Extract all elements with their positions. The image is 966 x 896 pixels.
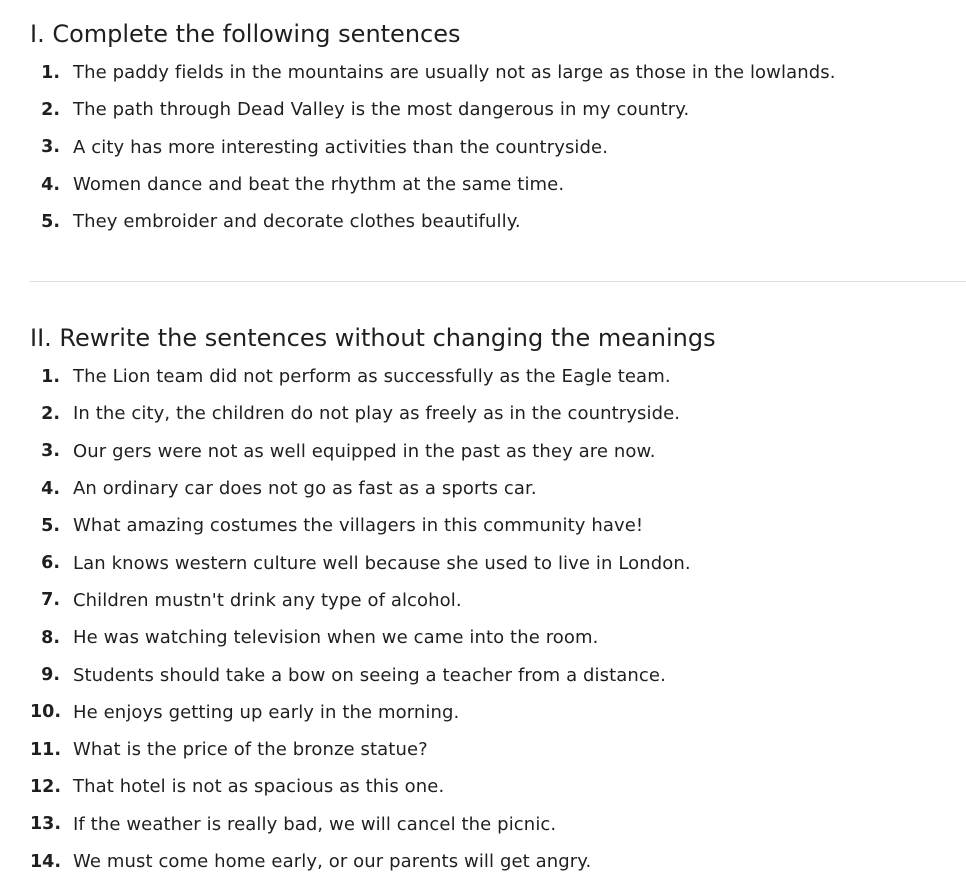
list-item (30, 91, 966, 128)
list-item (30, 582, 966, 619)
list-item (30, 843, 966, 880)
item-number: 3. (41, 441, 60, 462)
item-text: We must come home early, or our parents will get angry. (73, 851, 592, 872)
item-number: 2. (41, 99, 60, 120)
section-rewrite-sentences (30, 322, 966, 880)
list-item (30, 694, 966, 731)
item-number: 6. (41, 553, 60, 574)
list-item (30, 54, 966, 91)
item-number: 2. (41, 403, 60, 424)
item-number: 5. (41, 515, 60, 536)
item-text: If the weather is really bad, we will cancel the picnic. (73, 813, 557, 835)
item-text: What amazing costumes the villagers in this community have! (73, 515, 644, 537)
item-text: The Lion team did not perform as successfully as the Eagle team. (73, 366, 671, 388)
list-item (30, 731, 966, 768)
item-text: The paddy fields in the mountains are usually not as large as those in the lowlands. (73, 62, 836, 84)
item-text: Our gers were not as well equipped in the past as they are now. (73, 440, 656, 462)
item-text: That hotel is not as spacious as this one. (73, 776, 445, 798)
item-number: 3. (41, 137, 60, 158)
list-item (30, 433, 966, 470)
item-number: 7. (41, 590, 60, 611)
item-number: 12. (30, 776, 62, 797)
item-text: An ordinary car does not go as fast as a sports car. (73, 478, 537, 500)
item-number: 10. (30, 702, 62, 723)
list-item (30, 768, 966, 805)
list-item (30, 129, 966, 166)
item-text: The path through Dead Valley is the most dangerous in my country. (73, 99, 690, 121)
item-number: 11. (30, 739, 62, 760)
item-text: Lan knows western culture well because she used to live in London. (73, 552, 691, 574)
item-text: He enjoys getting up early in the morning. (73, 701, 460, 723)
section-heading: I. Complete the following sentences (30, 20, 461, 48)
list-item (30, 203, 966, 240)
item-text: A city has more interesting activities than the countryside. (73, 136, 609, 158)
item-number: 9. (41, 665, 60, 686)
item-text: Students should take a bow on seeing a teacher from a distance. (73, 664, 666, 686)
sentence-list (30, 54, 966, 240)
list-item (30, 166, 966, 203)
item-number: 8. (41, 627, 60, 648)
section-complete-sentences (30, 18, 966, 240)
item-number: 13. (30, 814, 62, 835)
item-text: In the city, the children do not play as freely as in the countryside. (73, 403, 681, 425)
sentence-list (30, 358, 966, 880)
item-number: 14. (30, 851, 62, 872)
list-item (30, 656, 966, 693)
item-text: They embroider and decorate clothes beautifully. (73, 211, 521, 233)
item-number: 4. (41, 478, 60, 499)
item-number: 5. (41, 211, 60, 232)
item-number: 4. (41, 174, 60, 195)
item-text: What is the price of the bronze statue? (73, 739, 428, 761)
list-item (30, 507, 966, 544)
item-number: 1. (41, 62, 60, 83)
list-item (30, 358, 966, 395)
list-item (30, 395, 966, 432)
item-text: He was watching television when we came into the room. (73, 627, 599, 649)
section-divider (30, 281, 966, 282)
item-text: Children mustn't drink any type of alcohol. (73, 589, 462, 611)
item-number: 1. (41, 366, 60, 387)
section-heading: II. Rewrite the sentences without changing the meanings (30, 324, 716, 352)
list-item (30, 806, 966, 843)
item-text: Women dance and beat the rhythm at the same time. (73, 174, 565, 196)
list-item (30, 470, 966, 507)
list-item (30, 544, 966, 581)
list-item (30, 619, 966, 656)
